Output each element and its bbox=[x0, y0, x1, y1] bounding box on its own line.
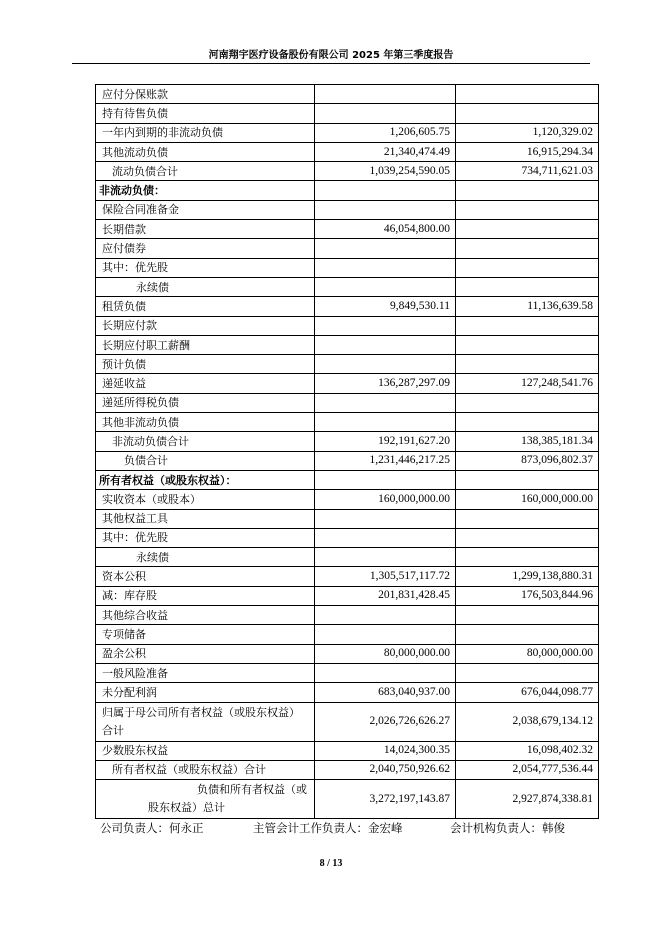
prior-period-value: 127,248,541.76 bbox=[456, 374, 599, 393]
row-label: 预计负债 bbox=[96, 355, 315, 374]
table-row bbox=[96, 220, 599, 239]
row-label: 递延收益 bbox=[96, 374, 315, 393]
row-label: 其他权益工具 bbox=[96, 509, 315, 528]
current-period-value: 14,024,300.35 bbox=[315, 741, 456, 760]
prior-period-value: 1,120,329.02 bbox=[456, 123, 599, 142]
prior-period-value: 676,044,098.77 bbox=[456, 683, 599, 702]
current-period-value bbox=[315, 625, 456, 644]
table-row bbox=[96, 606, 599, 625]
table-row bbox=[96, 683, 599, 702]
row-label: 实收资本（或股本） bbox=[96, 490, 315, 509]
table-row bbox=[96, 85, 599, 104]
current-period-value: 1,039,254,590.05 bbox=[315, 162, 456, 181]
report-header: 河南翔宇医疗设备股份有限公司 2025 年第三季度报告 bbox=[208, 50, 454, 61]
table-row bbox=[96, 123, 599, 142]
table-row bbox=[96, 780, 599, 819]
row-label: 长期应付职工薪酬 bbox=[96, 335, 315, 354]
current-period-value: 1,206,605.75 bbox=[315, 123, 456, 142]
table-row bbox=[96, 490, 599, 509]
current-period-value: 3,272,197,143.87 bbox=[315, 780, 456, 819]
prior-period-value bbox=[456, 335, 599, 354]
prior-period-value bbox=[456, 258, 599, 277]
row-label: 永续债 bbox=[96, 277, 315, 296]
current-period-value: 2,040,750,926.62 bbox=[315, 760, 456, 779]
table-row bbox=[96, 432, 599, 451]
prior-period-value bbox=[456, 413, 599, 432]
table-row bbox=[96, 393, 599, 412]
header-rule bbox=[72, 63, 590, 64]
current-period-value: 9,849,530.11 bbox=[315, 297, 456, 316]
row-label: 递延所得税负债 bbox=[96, 393, 315, 412]
prior-period-value bbox=[456, 509, 599, 528]
section-header-row bbox=[96, 181, 599, 200]
table-row bbox=[96, 297, 599, 316]
row-label: 少数股东权益 bbox=[96, 741, 315, 760]
current-period-value bbox=[315, 606, 456, 625]
current-period-value: 683,040,937.00 bbox=[315, 683, 456, 702]
current-period-value bbox=[315, 663, 456, 682]
section-header-row bbox=[96, 470, 599, 489]
row-label: 永续债 bbox=[96, 548, 315, 567]
table-row bbox=[96, 548, 599, 567]
prior-period-value: 16,915,294.34 bbox=[456, 142, 599, 161]
table-row bbox=[96, 239, 599, 258]
current-period-value bbox=[315, 355, 456, 374]
table-row bbox=[96, 644, 599, 663]
current-period-value bbox=[315, 258, 456, 277]
table-row bbox=[96, 741, 599, 760]
current-period-value bbox=[315, 277, 456, 296]
page-number: 8 / 13 bbox=[319, 858, 343, 869]
row-label: 其他综合收益 bbox=[96, 606, 315, 625]
prior-period-value: 2,038,679,134.12 bbox=[456, 702, 599, 741]
prior-period-value bbox=[456, 663, 599, 682]
table-row bbox=[96, 277, 599, 296]
table-row bbox=[96, 104, 599, 123]
row-label: 资本公积 bbox=[96, 567, 315, 586]
row-label: 负债合计 bbox=[96, 451, 315, 470]
row-label: 其中：优先股 bbox=[96, 258, 315, 277]
current-period-value: 2,026,726,626.27 bbox=[315, 702, 456, 741]
current-period-value bbox=[315, 528, 456, 547]
table-row bbox=[96, 586, 599, 605]
prior-period-value bbox=[456, 625, 599, 644]
row-label: 盈余公积 bbox=[96, 644, 315, 663]
row-label: 长期应付款 bbox=[96, 316, 315, 335]
current-period-value bbox=[315, 509, 456, 528]
row-label: 非流动负债： bbox=[96, 181, 315, 200]
current-period-value: 136,287,297.09 bbox=[315, 374, 456, 393]
prior-period-value: 1,299,138,880.31 bbox=[456, 567, 599, 586]
prior-period-value bbox=[456, 606, 599, 625]
prior-period-value bbox=[456, 181, 599, 200]
prior-period-value bbox=[456, 548, 599, 567]
current-period-value: 192,191,627.20 bbox=[315, 432, 456, 451]
current-period-value bbox=[315, 200, 456, 219]
current-period-value: 201,831,428.45 bbox=[315, 586, 456, 605]
row-label: 专项储备 bbox=[96, 625, 315, 644]
prior-period-value: 2,054,777,536.44 bbox=[456, 760, 599, 779]
current-period-value bbox=[315, 335, 456, 354]
current-period-value bbox=[315, 85, 456, 104]
table-row bbox=[96, 335, 599, 354]
table-row bbox=[96, 567, 599, 586]
current-period-value bbox=[315, 316, 456, 335]
prior-period-value bbox=[456, 104, 599, 123]
prior-period-value: 160,000,000.00 bbox=[456, 490, 599, 509]
prior-period-value bbox=[456, 316, 599, 335]
row-label: 持有待售负债 bbox=[96, 104, 315, 123]
prior-period-value: 11,136,639.58 bbox=[456, 297, 599, 316]
table-row bbox=[96, 142, 599, 161]
row-label: 租赁负债 bbox=[96, 297, 315, 316]
table-row bbox=[96, 509, 599, 528]
prior-period-value: 16,098,402.32 bbox=[456, 741, 599, 760]
prior-period-value: 2,927,874,338.81 bbox=[456, 780, 599, 819]
row-label: 其中：优先股 bbox=[96, 528, 315, 547]
row-label: 流动负债合计 bbox=[96, 162, 315, 181]
row-label: 其他非流动负债 bbox=[96, 413, 315, 432]
current-period-value bbox=[315, 393, 456, 412]
current-period-value: 1,305,517,117.72 bbox=[315, 567, 456, 586]
prior-period-value bbox=[456, 220, 599, 239]
table-row bbox=[96, 702, 599, 741]
accounting-head: 主管会计工作负责人：金宏峰 bbox=[253, 821, 403, 835]
table-row bbox=[96, 451, 599, 470]
current-period-value bbox=[315, 470, 456, 489]
balance-sheet-table bbox=[95, 84, 599, 819]
current-period-value bbox=[315, 104, 456, 123]
prior-period-value bbox=[456, 200, 599, 219]
prior-period-value bbox=[456, 470, 599, 489]
table-row bbox=[96, 258, 599, 277]
current-period-value: 1,231,446,217.25 bbox=[315, 451, 456, 470]
current-period-value bbox=[315, 181, 456, 200]
table-row bbox=[96, 663, 599, 682]
table-row bbox=[96, 162, 599, 181]
row-label: 未分配利润 bbox=[96, 683, 315, 702]
row-label: 减：库存股 bbox=[96, 586, 315, 605]
accounting-dept-head: 会计机构负责人：韩俊 bbox=[450, 821, 565, 835]
prior-period-value: 873,096,802.37 bbox=[456, 451, 599, 470]
table-row bbox=[96, 760, 599, 779]
company-head: 公司负责人：何永正 bbox=[100, 821, 204, 835]
row-label: 应付债券 bbox=[96, 239, 315, 258]
table-row bbox=[96, 316, 599, 335]
table-row bbox=[96, 625, 599, 644]
prior-period-value bbox=[456, 85, 599, 104]
row-label: 应付分保账款 bbox=[96, 85, 315, 104]
table-row bbox=[96, 413, 599, 432]
current-period-value: 80,000,000.00 bbox=[315, 644, 456, 663]
prior-period-value bbox=[456, 277, 599, 296]
current-period-value bbox=[315, 548, 456, 567]
prior-period-value: 80,000,000.00 bbox=[456, 644, 599, 663]
prior-period-value: 138,385,181.34 bbox=[456, 432, 599, 451]
prior-period-value bbox=[456, 393, 599, 412]
row-label: 其他流动负债 bbox=[96, 142, 315, 161]
table-row bbox=[96, 355, 599, 374]
prior-period-value bbox=[456, 355, 599, 374]
row-label: 保险合同准备金 bbox=[96, 200, 315, 219]
table-row bbox=[96, 528, 599, 547]
prior-period-value: 176,503,844.96 bbox=[456, 586, 599, 605]
current-period-value: 160,000,000.00 bbox=[315, 490, 456, 509]
current-period-value bbox=[315, 239, 456, 258]
table-row bbox=[96, 374, 599, 393]
current-period-value bbox=[315, 413, 456, 432]
table-row bbox=[96, 200, 599, 219]
row-label: 一年内到期的非流动负债 bbox=[96, 123, 315, 142]
prior-period-value bbox=[456, 239, 599, 258]
row-label: 非流动负债合计 bbox=[96, 432, 315, 451]
row-label: 一般风险准备 bbox=[96, 663, 315, 682]
row-label: 归属于母公司所有者权益（或股东权益）合计 bbox=[96, 702, 315, 741]
prior-period-value bbox=[456, 528, 599, 547]
current-period-value: 21,340,474.49 bbox=[315, 142, 456, 161]
row-label: 所有者权益（或股东权益）合计 bbox=[96, 760, 315, 779]
current-period-value: 46,054,800.00 bbox=[315, 220, 456, 239]
row-label: 长期借款 bbox=[96, 220, 315, 239]
prior-period-value: 734,711,621.03 bbox=[456, 162, 599, 181]
row-label: 负债和所有者权益（或股东权益）总计 bbox=[96, 780, 315, 819]
row-label: 所有者权益（或股东权益）： bbox=[96, 470, 315, 489]
